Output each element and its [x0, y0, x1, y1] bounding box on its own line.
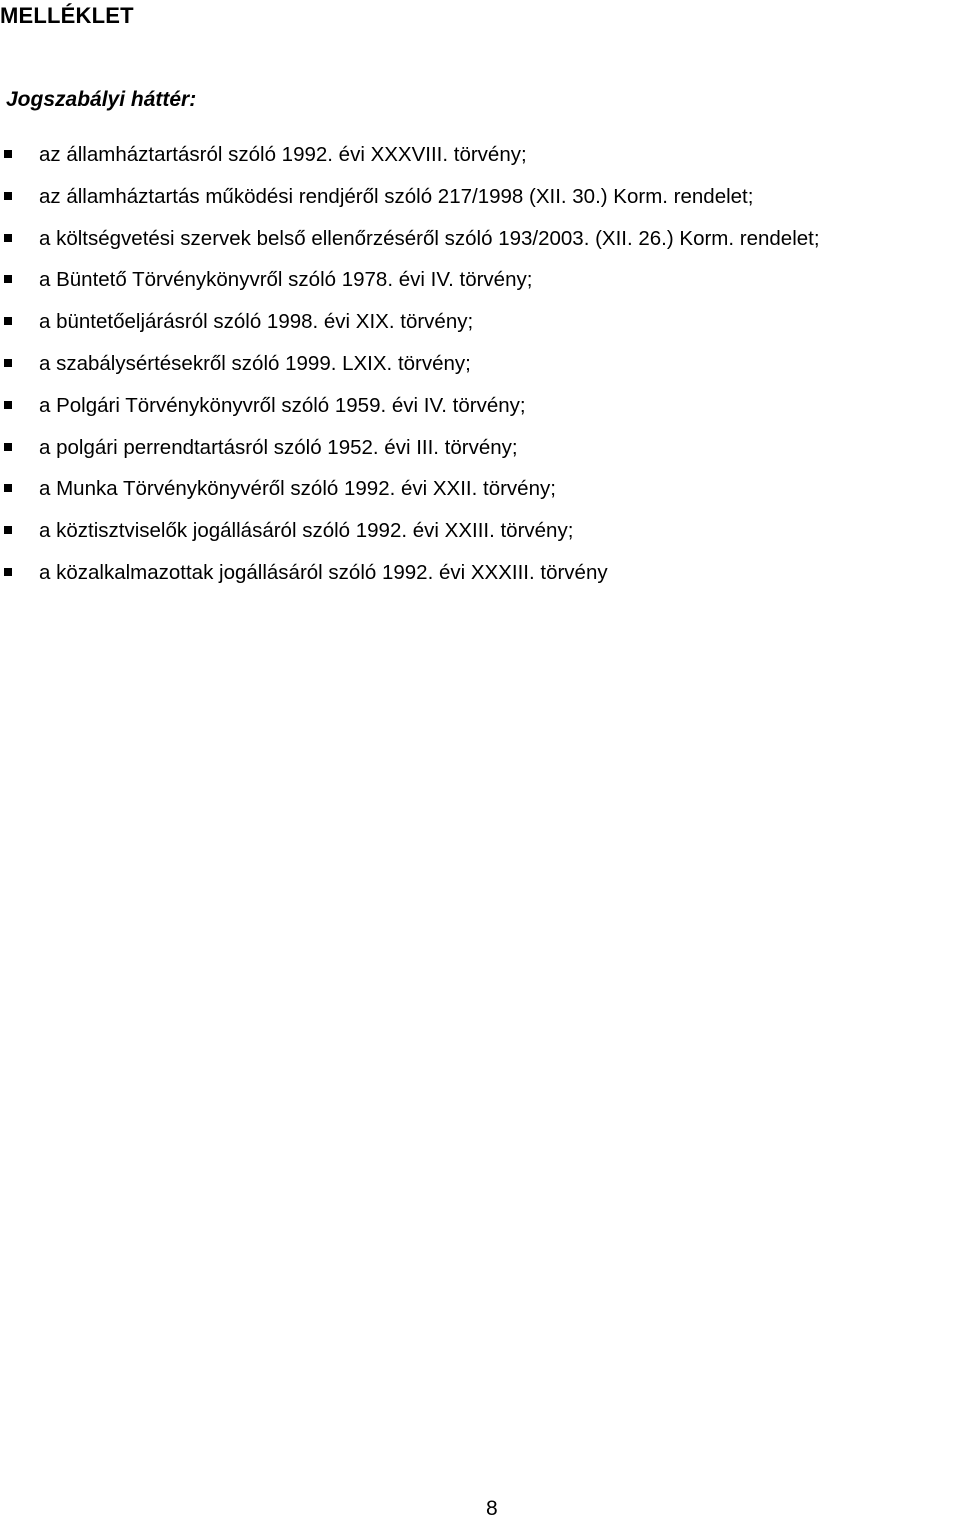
square-bullet-icon — [4, 443, 12, 451]
list-item-text: az államháztartásról szóló 1992. évi XXXVIII. törvény; — [39, 143, 527, 166]
list-item-text: a Büntető Törvénykönyvről szóló 1978. évi IV. törvény; — [39, 268, 533, 292]
section-title: Jogszabályi háttér: — [6, 88, 197, 111]
list-item-text: a közalkalmazottak jogállásáról szóló 1992. évi XXXIII. törvény — [39, 560, 608, 584]
list-item-text: az államháztartás működési rendjéről szóló 217/1998 (XII. 30.) Korm. rendelet; — [39, 184, 754, 208]
list-item-text: a polgári perrendtartásról szóló 1952. évi III. törvény; — [39, 435, 518, 459]
square-bullet-icon — [4, 275, 12, 283]
square-bullet-icon — [4, 484, 12, 492]
list-item-text: a költségvetési szervek belső ellenőrzéséről szóló 193/2003. (XII. 26.) Korm. rendelet; — [39, 226, 820, 250]
list-item-text: a szabálysértésekről szóló 1999. LXIX. törvény; — [39, 351, 471, 375]
square-bullet-icon — [4, 359, 12, 367]
square-bullet-icon — [4, 192, 12, 200]
square-bullet-icon — [4, 234, 12, 242]
list-item-text: a Munka Törvénykönyvéről szóló 1992. évi XXII. törvény; — [39, 477, 556, 501]
square-bullet-icon — [4, 150, 12, 158]
list-item-text: a köztisztviselők jogállásáról szóló 1992. évi XXIII. törvény; — [39, 519, 574, 543]
square-bullet-icon — [4, 317, 12, 325]
list-item-text: a büntetőeljárásról szóló 1998. évi XIX. törvény; — [39, 310, 474, 334]
page-heading: MELLÉKLET — [0, 3, 134, 28]
square-bullet-icon — [4, 401, 12, 409]
page-number: 8 — [486, 1497, 498, 1520]
square-bullet-icon — [4, 568, 12, 576]
square-bullet-icon — [4, 526, 12, 534]
list-item-text: a Polgári Törvénykönyvről szóló 1959. évi IV. törvény; — [39, 393, 526, 417]
